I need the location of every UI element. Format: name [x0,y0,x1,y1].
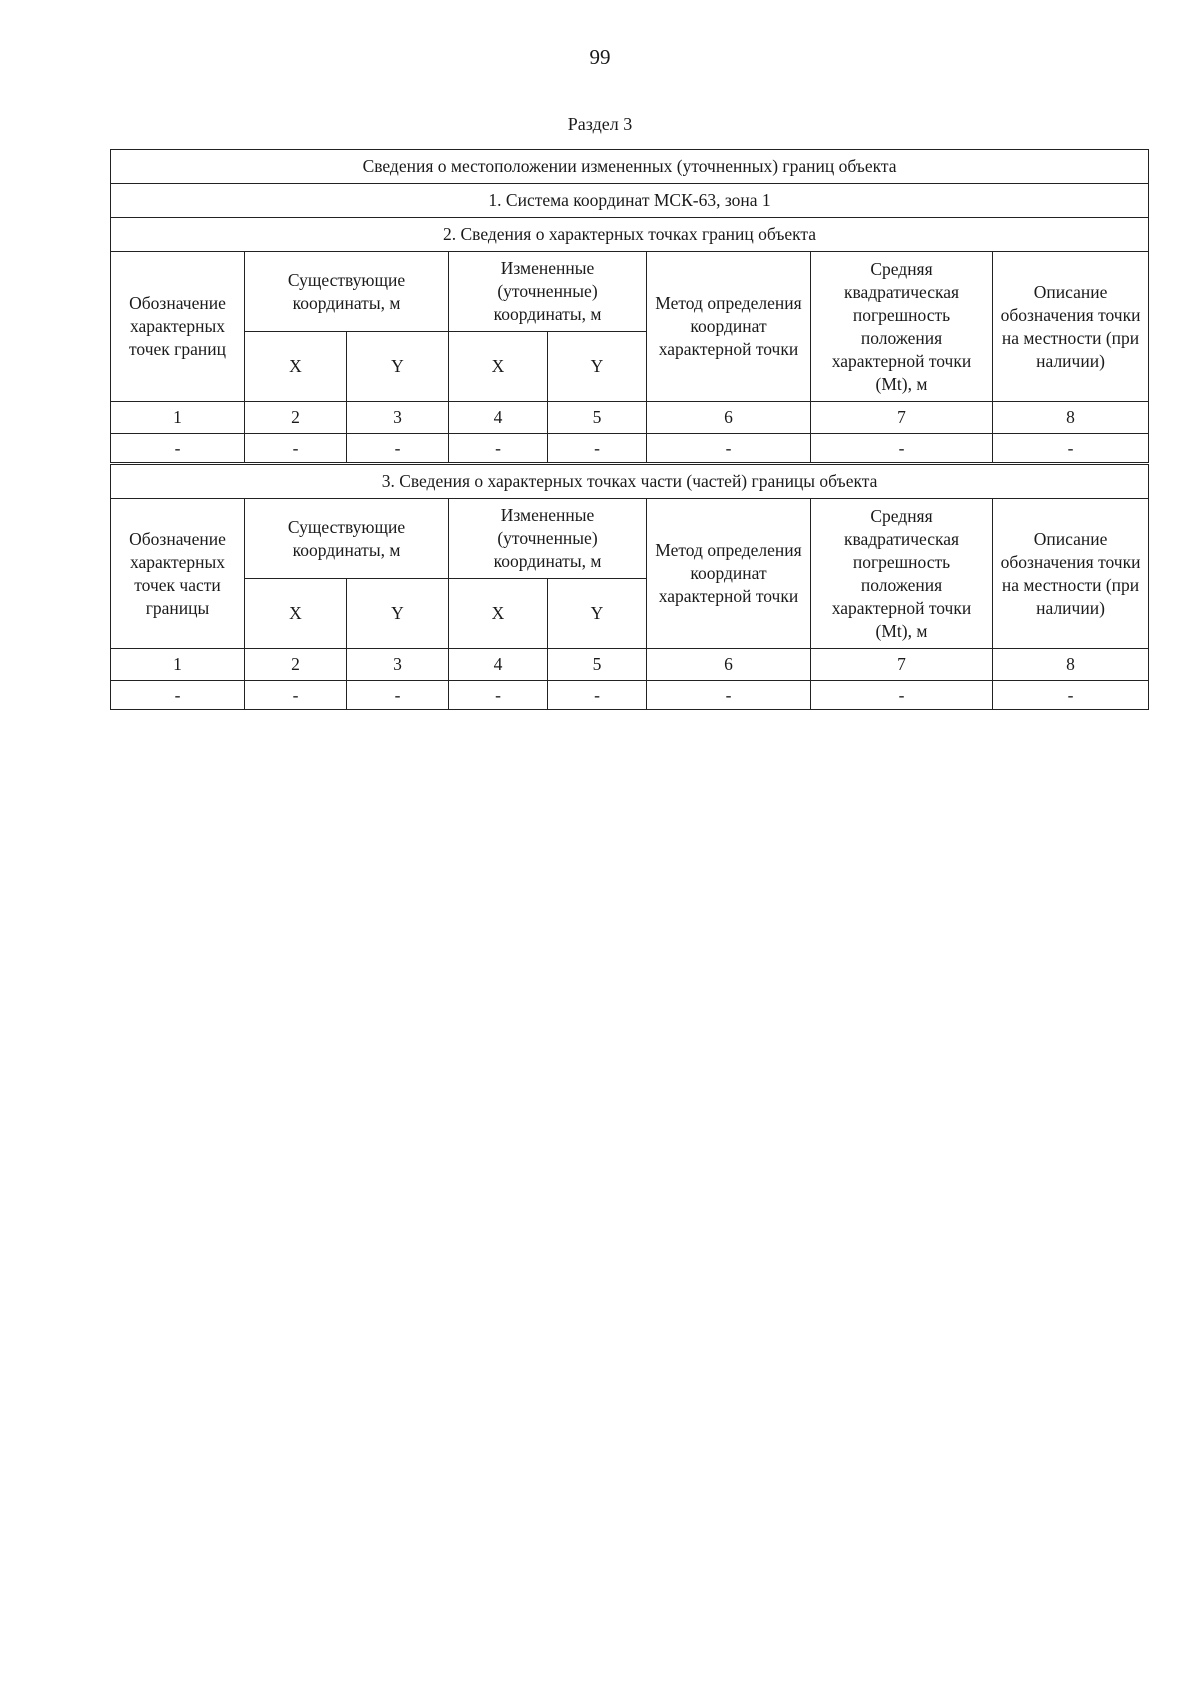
column-number: 5 [548,649,647,681]
column-number: 6 [647,402,811,434]
section-title: Раздел 3 [567,114,633,134]
table-cell: - [347,434,449,463]
table-cell: - [111,681,245,710]
header-point-designation: Обозначение характерных точек части границы [111,499,245,649]
table-cell: - [993,434,1149,463]
page-number: 99 [589,45,611,69]
header-method: Метод определения координат характерной точки [647,252,811,402]
table-row [111,681,1149,710]
header-point-designation: Обозначение характерных точек границ [111,252,245,402]
header-y: Y [548,579,647,649]
table-banner-row [111,218,1149,252]
column-number: 8 [993,402,1149,434]
column-number: 5 [548,402,647,434]
header-method: Метод определения координат характерной точки [647,499,811,649]
table-cell: - [111,434,245,463]
column-number: 4 [449,649,548,681]
table-cell: - [811,434,993,463]
header-existing-coords: Существующие координаты, м [245,252,449,332]
table-row [111,434,1149,463]
table-cell: - [245,681,347,710]
header-error: Средняя квадратическая погрешность положения характерной точки (Mt), м [811,252,993,402]
table-cell: - [548,681,647,710]
header-x: X [449,332,548,402]
coordinates-table-boundaries [110,149,1149,463]
coordinates-table-boundary-parts [110,464,1149,710]
header-row [111,499,1149,579]
table-banner-points: 2. Сведения о характерных точках границ объекта [111,218,1149,252]
table-cell: - [449,434,548,463]
table-cell: - [548,434,647,463]
column-number: 1 [111,649,245,681]
header-existing-coords: Существующие координаты, м [245,499,449,579]
header-x: X [245,332,347,402]
table-cell: - [449,681,548,710]
column-number: 8 [993,649,1149,681]
column-number: 6 [647,649,811,681]
table-banner-row [111,184,1149,218]
table-banner-part-points: 3. Сведения о характерных точках части (частей) границы объекта [111,465,1149,499]
table-banner-coordinate-system: 1. Система координат МСК-63, зона 1 [111,184,1149,218]
table-cell: - [647,434,811,463]
column-number: 7 [811,649,993,681]
table-cell: - [347,681,449,710]
header-changed-coords: Измененные (уточненные) координаты, м [449,499,647,579]
header-y: Y [347,332,449,402]
column-number: 7 [811,402,993,434]
column-number: 3 [347,402,449,434]
header-x: X [449,579,548,649]
header-y: Y [548,332,647,402]
header-x: X [245,579,347,649]
header-row [111,252,1149,332]
column-number: 2 [245,649,347,681]
column-number-row [111,402,1149,434]
column-number: 2 [245,402,347,434]
column-number: 4 [449,402,548,434]
header-description: Описание обозначения точки на местности (при наличии) [993,499,1149,649]
table-banner-row [111,465,1149,499]
header-description: Описание обозначения точки на местности (при наличии) [993,252,1149,402]
column-number: 1 [111,402,245,434]
table-banner-title: Сведения о местоположении измененных (уточненных) границ объекта [111,150,1149,184]
header-y: Y [347,579,449,649]
table-cell: - [811,681,993,710]
table-cell: - [245,434,347,463]
header-changed-coords: Измененные (уточненные) координаты, м [449,252,647,332]
header-error: Средняя квадратическая погрешность положения характерной точки (Mt), м [811,499,993,649]
table-cell: - [647,681,811,710]
table-banner-row [111,150,1149,184]
table-cell: - [993,681,1149,710]
column-number: 3 [347,649,449,681]
column-number-row [111,649,1149,681]
